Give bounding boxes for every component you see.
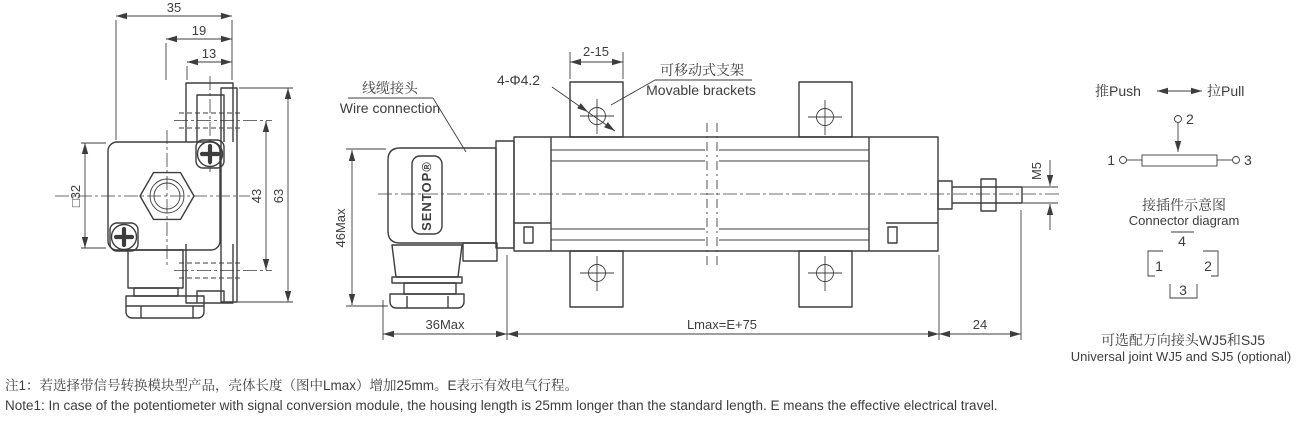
pull-label: 拉Pull <box>1207 83 1245 99</box>
threaded-rod <box>938 179 1022 211</box>
terminal-3-node <box>1233 157 1240 164</box>
dim-13: 13 <box>201 46 217 61</box>
side-view <box>55 0 293 318</box>
dim-43: 43 <box>249 188 264 204</box>
dim-35: 35 <box>166 0 182 15</box>
wire-connection-label <box>340 80 466 152</box>
dim-bracket-pitch: 2-15 <box>582 44 610 59</box>
pin-1-label: 1 <box>1155 258 1163 274</box>
dim-square32: □32 <box>68 184 83 208</box>
optional-joint-en: Universal joint WJ5 and SJ5 (optional) <box>1070 349 1292 364</box>
terminal-1-label: 1 <box>1107 152 1115 168</box>
note1-en: Note1: In case of the potentiometer with signal conversion module, the housing length is 25mm longer than the standard length. E means the effective electrical travel. <box>5 398 998 413</box>
bracket-top-right <box>799 82 852 137</box>
dim-height: 46Max <box>333 208 348 248</box>
notes <box>5 377 998 413</box>
side-view-dimensions <box>68 0 293 302</box>
dim-thread: M5 <box>1029 161 1044 181</box>
push-label: 推Push <box>1095 83 1141 99</box>
cylinder-body <box>514 123 938 267</box>
dim-63: 63 <box>271 188 286 204</box>
note1-zh: 注1：若选择带信号转换模块型产品，壳体长度（图中Lmax）增加25mm。E表示有效电气行程。 <box>5 378 579 393</box>
neck <box>496 141 514 248</box>
brand-label: SENTOP® <box>419 161 434 231</box>
optional-joint-zh: 可选配万向接头WJ5和SJ5 <box>1100 332 1266 348</box>
side-connector-stack <box>126 250 204 318</box>
push-pull-schematic <box>1095 83 1252 168</box>
bracket-top-left <box>570 82 623 137</box>
dim-body-length: Lmax=E+75 <box>686 317 758 332</box>
resistor-element <box>1142 155 1217 166</box>
top-bracket-section <box>174 83 272 142</box>
pin-4-label: 4 <box>1178 233 1186 249</box>
screw-bottom-left <box>110 223 138 251</box>
dim-19: 19 <box>191 23 207 38</box>
bracket-bottom-right <box>799 251 852 307</box>
movable-brackets-label <box>611 62 756 105</box>
wire-connection-en: Wire connection <box>339 100 441 116</box>
bottom-bracket-section <box>174 244 272 303</box>
wire-connection-zh: 线缆接头 <box>362 80 418 96</box>
connector-title-zh: 接插件示意图 <box>1142 197 1226 213</box>
connector-title-en: Connector diagram <box>1128 213 1240 228</box>
cable-connector-stack <box>390 245 464 308</box>
dim-head-width: 36Max <box>425 317 465 332</box>
terminal-3-label: 3 <box>1244 152 1252 168</box>
connector-diagram <box>1071 197 1291 364</box>
terminal-1-node <box>1120 157 1127 164</box>
terminal-2-label: 2 <box>1186 111 1194 127</box>
dim-rod: 24 <box>972 317 988 332</box>
hole-callout-text: 4-Φ4.2 <box>497 72 541 88</box>
front-view <box>333 44 1062 340</box>
pin-3-label: 3 <box>1179 282 1187 298</box>
bracket-bottom-left <box>570 251 623 307</box>
terminal-2-node <box>1175 116 1182 123</box>
pin-2-label: 2 <box>1204 258 1212 274</box>
movable-brackets-en: Movable brackets <box>646 82 756 98</box>
head-step <box>463 243 497 261</box>
movable-brackets-zh: 可移动式支架 <box>660 62 744 78</box>
